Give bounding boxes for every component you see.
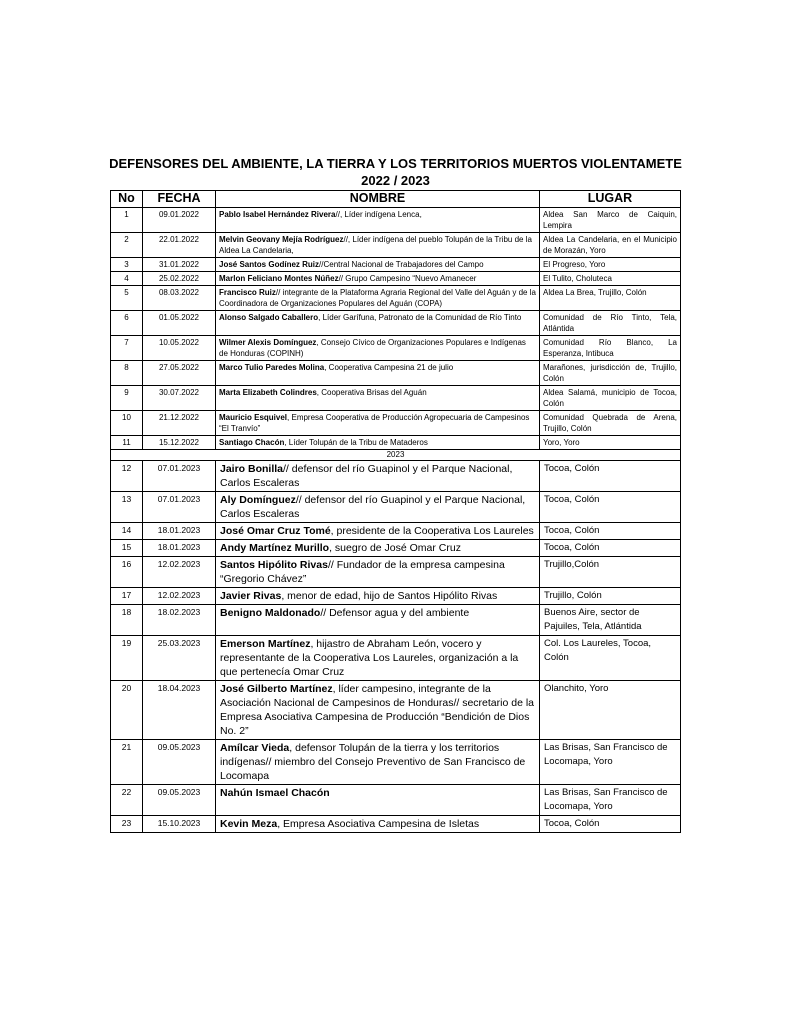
cell-lugar: Aldea La Candelaria, en el Municipio de Morazán, Yoro	[540, 233, 681, 258]
cell-lugar: Trujillo,Colón	[540, 557, 681, 588]
cell-fecha: 18.02.2023	[143, 605, 216, 636]
cell-fecha: 15.12.2022	[143, 436, 216, 450]
document-title	[0, 155, 791, 189]
victim-name: Jairo Bonilla	[220, 463, 284, 475]
year-divider: 2023	[111, 450, 681, 461]
victim-description: , líder campesino, integrante de la Asociación Nacional de Campesinos de Honduras// secretario de la Empresa Asociativa Campesina de Producción “Bendición de Dios No. 2”	[220, 683, 535, 737]
cell-nombre	[216, 233, 540, 258]
cell-fecha: 09.05.2023	[143, 785, 216, 816]
cell-no: 11	[111, 436, 143, 450]
cell-nombre	[216, 785, 540, 816]
table-row	[111, 411, 681, 436]
victim-description: , presidente de la Cooperativa Los Laureles	[330, 525, 534, 537]
header-lugar: LUGAR	[540, 191, 681, 208]
cell-no: 20	[111, 681, 143, 740]
cell-no: 19	[111, 636, 143, 681]
cell-nombre	[216, 523, 540, 540]
table-row	[111, 588, 681, 605]
cell-nombre	[216, 605, 540, 636]
table-row	[111, 540, 681, 557]
victim-name: Marlon Feliciano Montes Núñez	[219, 274, 339, 283]
cell-fecha: 18.01.2023	[143, 523, 216, 540]
victim-name: José Gilberto Martínez	[220, 683, 333, 695]
cell-fecha: 21.12.2022	[143, 411, 216, 436]
victim-description: // Defensor agua y del ambiente	[320, 607, 470, 619]
cell-fecha: 18.04.2023	[143, 681, 216, 740]
header-no: No	[111, 191, 143, 208]
cell-nombre	[216, 208, 540, 233]
table-row	[111, 492, 681, 523]
cell-lugar: Comunidad Río Blanco, La Esperanza, Intibuca	[540, 336, 681, 361]
cell-fecha: 25.03.2023	[143, 636, 216, 681]
cell-no: 4	[111, 272, 143, 286]
cell-lugar: Olanchito, Yoro	[540, 681, 681, 740]
victim-description: , Empresa Cooperativa de Producción Agropecuaria de Campesinos “El Tranvío”	[219, 413, 530, 433]
victim-name: Javier Rivas	[220, 590, 282, 602]
cell-no: 22	[111, 785, 143, 816]
cell-fecha: 18.01.2023	[143, 540, 216, 557]
victim-description: //, Líder indígena Lenca,	[335, 210, 422, 219]
cell-fecha: 09.01.2022	[143, 208, 216, 233]
cell-no: 17	[111, 588, 143, 605]
victim-name: Mauricio Esquivel	[219, 413, 288, 422]
victim-description: , Empresa Asociativa Campesina de Isletas	[277, 818, 480, 830]
title-line-2: 2022 / 2023	[361, 173, 430, 188]
victim-name: José Omar Cruz Tomé	[220, 525, 331, 537]
cell-no: 2	[111, 233, 143, 258]
victim-description: , hijastro de Abraham León, vocero y representante de la Cooperativa Los Laureles, organización a la que pertenecía Omar Cruz	[220, 638, 519, 678]
cell-fecha: 30.07.2022	[143, 386, 216, 411]
cell-lugar: Aldea San Marco de Caiquin, Lempira	[540, 208, 681, 233]
cell-fecha: 09.05.2023	[143, 740, 216, 785]
victim-name: Aly Domínguez	[220, 494, 296, 506]
table-row	[111, 523, 681, 540]
victim-description: // integrante de la Plataforma Agraria Regional del Valle del Aguán y de la Coordinadora de Organizaciones Populares del Aguán (COPA)	[219, 288, 536, 308]
victim-description: //, Líder indígena del pueblo Tolupán de la Tribu de la Aldea La Candelaria,	[219, 235, 532, 255]
cell-nombre	[216, 492, 540, 523]
table-row	[111, 436, 681, 450]
victim-name: Marta Elizabeth Colindres	[219, 388, 317, 397]
cell-fecha: 07.01.2023	[143, 461, 216, 492]
cell-lugar: Tocoa, Colón	[540, 492, 681, 523]
table-row	[111, 636, 681, 681]
cell-no: 6	[111, 311, 143, 336]
victim-description: , Consejo Cívico de Organizaciones Populares e Indígenas de Honduras (COPINH)	[219, 338, 526, 358]
title-line-1: DEFENSORES DEL AMBIENTE, LA TIERRA Y LOS TERRITORIOS MUERTOS VIOLENTAMETE	[109, 156, 682, 171]
cell-nombre	[216, 740, 540, 785]
victim-name: Andy Martínez Murillo	[220, 542, 330, 554]
cell-lugar: Buenos Aire, sector de Pajuiles, Tela, Atlántida	[540, 605, 681, 636]
victim-name: Marco Tulio Paredes Molina	[219, 363, 325, 372]
cell-nombre	[216, 816, 540, 833]
victim-name: Nahún Ismael Chacón	[220, 787, 330, 799]
cell-nombre	[216, 636, 540, 681]
cell-nombre	[216, 361, 540, 386]
cell-fecha: 15.10.2023	[143, 816, 216, 833]
victim-name: José Santos Godínez Ruiz	[219, 260, 320, 269]
victim-name: Benigno Maldonado	[220, 607, 321, 619]
cell-no: 16	[111, 557, 143, 588]
cell-no: 14	[111, 523, 143, 540]
victim-description: , defensor Tolupán de la tierra y los territorios indígenas// miembro del Consejo Preventivo de San Francisco de Locomapa	[220, 742, 526, 782]
cell-fecha: 12.02.2023	[143, 588, 216, 605]
year-divider-section	[111, 450, 681, 461]
cell-fecha: 08.03.2022	[143, 286, 216, 311]
cell-lugar: Tocoa, Colón	[540, 540, 681, 557]
cell-fecha: 01.05.2022	[143, 311, 216, 336]
victim-name: Alonso Salgado Caballero	[219, 313, 319, 322]
victim-description: , suegro de José Omar Cruz	[329, 542, 461, 554]
cell-lugar: Tocoa, Colón	[540, 523, 681, 540]
cell-nombre	[216, 258, 540, 272]
cell-nombre	[216, 411, 540, 436]
victim-description: // Grupo Campesino “Nuevo Amanecer	[338, 274, 477, 283]
cell-lugar: Marañones, jurisdicción de, Trujillo, Colón	[540, 361, 681, 386]
victim-description: // defensor del río Guapinol y el Parque Nacional, Carlos Escaleras	[220, 463, 513, 489]
table-row	[111, 816, 681, 833]
cell-no: 21	[111, 740, 143, 785]
victim-description: , Cooperativa Brisas del Aguán	[316, 388, 427, 397]
table-row	[111, 461, 681, 492]
cell-no: 5	[111, 286, 143, 311]
table-row	[111, 785, 681, 816]
victim-name: Santos Hipólito Rivas	[220, 559, 328, 571]
table-row	[111, 233, 681, 258]
cell-lugar: Comunidad de Río Tinto, Tela, Atlántida	[540, 311, 681, 336]
cell-lugar: El Tulito, Choluteca	[540, 272, 681, 286]
cell-nombre	[216, 386, 540, 411]
table-row	[111, 605, 681, 636]
cell-lugar: Las Brisas, San Francisco de Locomapa, Yoro	[540, 740, 681, 785]
header-fecha: FECHA	[143, 191, 216, 208]
table-row	[111, 336, 681, 361]
cell-nombre	[216, 311, 540, 336]
cell-no: 12	[111, 461, 143, 492]
cell-no: 23	[111, 816, 143, 833]
victim-name: Emerson Martínez	[220, 638, 311, 650]
victim-name: Francisco Ruiz	[219, 288, 276, 297]
rows-2022	[111, 208, 681, 450]
victim-description: , Líder Garífuna, Patronato de la Comunidad de Río Tinto	[318, 313, 522, 322]
table-row	[111, 258, 681, 272]
table-row	[111, 681, 681, 740]
cell-no: 7	[111, 336, 143, 361]
cell-nombre	[216, 461, 540, 492]
table-row	[111, 286, 681, 311]
cell-no: 10	[111, 411, 143, 436]
table-header-row	[111, 191, 681, 208]
cell-fecha: 27.05.2022	[143, 361, 216, 386]
table-row	[111, 386, 681, 411]
victim-description: // defensor del río Guapinol y el Parque Nacional, Carlos Escaleras	[220, 494, 526, 520]
table-row	[111, 557, 681, 588]
cell-lugar: Yoro, Yoro	[540, 436, 681, 450]
cell-nombre	[216, 272, 540, 286]
cell-fecha: 12.02.2023	[143, 557, 216, 588]
cell-no: 15	[111, 540, 143, 557]
cell-nombre	[216, 588, 540, 605]
victim-name: Pablo Isabel Hernández Rivera	[219, 210, 336, 219]
header-nombre: NOMBRE	[216, 191, 540, 208]
year-divider-row	[111, 450, 681, 461]
victim-name: Kevin Meza	[220, 818, 278, 830]
cell-no: 9	[111, 386, 143, 411]
cell-no: 1	[111, 208, 143, 233]
cell-lugar: Aldea La Brea, Trujillo, Colón	[540, 286, 681, 311]
cell-nombre	[216, 557, 540, 588]
table-row	[111, 208, 681, 233]
table-row	[111, 740, 681, 785]
cell-fecha: 10.05.2022	[143, 336, 216, 361]
table-row	[111, 272, 681, 286]
cell-nombre	[216, 540, 540, 557]
cell-lugar: Tocoa, Colón	[540, 816, 681, 833]
cell-lugar: Trujillo, Colón	[540, 588, 681, 605]
cell-fecha: 25.02.2022	[143, 272, 216, 286]
victim-description: , Cooperativa Campesina 21 de julio	[324, 363, 454, 372]
cell-lugar: Aldea Salamá, municipio de Tocoa, Colón	[540, 386, 681, 411]
victim-name: Amílcar Vieda	[220, 742, 290, 754]
cell-fecha: 31.01.2022	[143, 258, 216, 272]
cell-fecha: 07.01.2023	[143, 492, 216, 523]
victim-name: Santiago Chacón	[219, 438, 285, 447]
cell-no: 8	[111, 361, 143, 386]
cell-lugar: El Progreso, Yoro	[540, 258, 681, 272]
cell-nombre	[216, 286, 540, 311]
cell-no: 18	[111, 605, 143, 636]
victims-table	[110, 190, 681, 833]
cell-no: 3	[111, 258, 143, 272]
cell-lugar: Las Brisas, San Francisco de Locomapa, Yoro	[540, 785, 681, 816]
cell-lugar: Comunidad Quebrada de Arena, Trujillo, Colón	[540, 411, 681, 436]
cell-nombre	[216, 681, 540, 740]
victim-name: Wilmer Alexis Domínguez	[219, 338, 317, 347]
victim-description: , menor de edad, hijo de Santos Hipólito Rivas	[281, 590, 498, 602]
cell-fecha: 22.01.2022	[143, 233, 216, 258]
cell-nombre	[216, 336, 540, 361]
victim-description: // Fundador de la empresa campesina “Gregorio Chávez”	[220, 559, 505, 585]
cell-lugar: Col. Los Laureles, Tocoa, Colón	[540, 636, 681, 681]
cell-lugar: Tocoa, Colón	[540, 461, 681, 492]
cell-nombre	[216, 436, 540, 450]
victim-description: , Líder Tolupán de la Tribu de Mataderos	[284, 438, 428, 447]
table-row	[111, 361, 681, 386]
table-row	[111, 311, 681, 336]
cell-no: 13	[111, 492, 143, 523]
victim-description: //Central Nacional de Trabajadores del Campo	[319, 260, 484, 269]
victim-name: Melvin Geovany Mejía Rodríguez	[219, 235, 344, 244]
rows-2023	[111, 461, 681, 833]
